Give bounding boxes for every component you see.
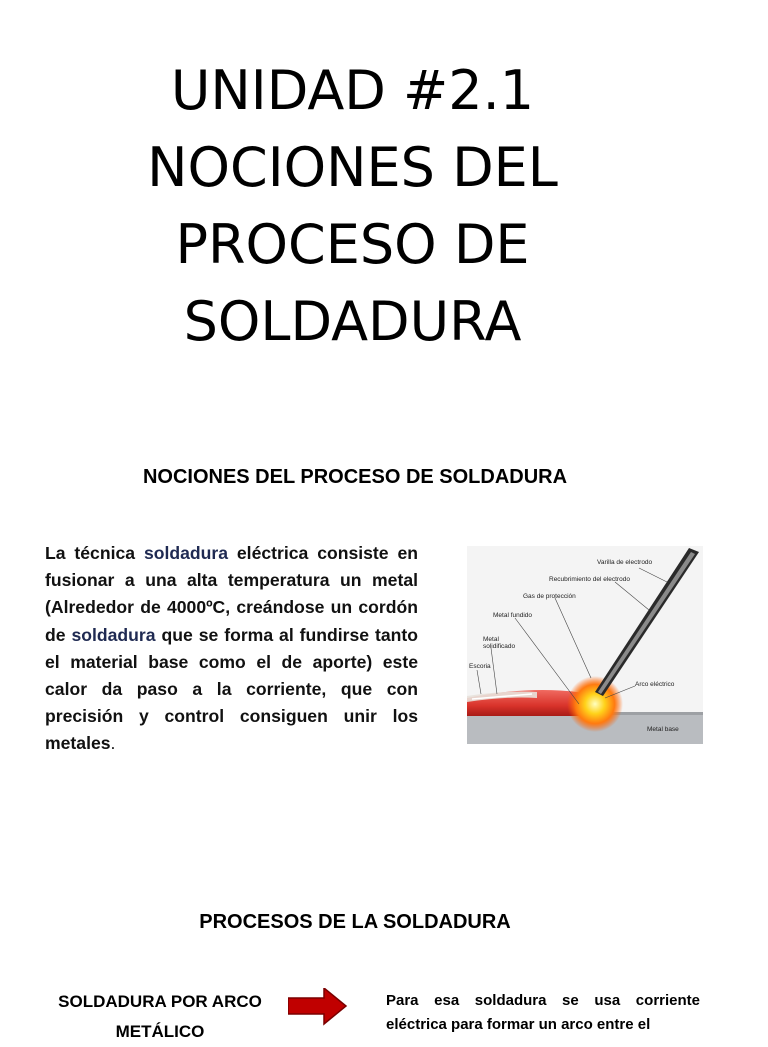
- page-title: [100, 52, 605, 360]
- welding-diagram: [467, 546, 703, 744]
- section-heading-nociones: NOCIONES DEL PROCESO DE SOLDADURA: [142, 466, 568, 488]
- title-line-2: NOCIONES DEL: [147, 136, 558, 199]
- process-name: SOLDADURA POR ARCO METÁLICO: [58, 992, 262, 1041]
- paragraph-text-1: La técnica: [45, 543, 144, 563]
- label-fundido: Metal fundido: [493, 612, 533, 619]
- paragraph-text-3: que se forma al fundirse tanto el material base como el de aporte) este calor da paso a la corriente, que con precisión y control consiguen unir los metales: [45, 624, 419, 754]
- paragraph-text-2: eléctrica consiste en fusionar a una alta temperatura un metal (Alrededor de 4000ºC, creándose un cordón de: [45, 543, 418, 645]
- section-heading-procesos: PROCESOS DE LA SOLDADURA: [199, 911, 511, 933]
- arc-glow: [567, 676, 623, 732]
- keyword-soldadura-1[interactable]: soldadura: [143, 543, 229, 563]
- process-description: Para esa soldadura se usa corriente eléctrica para formar un arco entre el: [386, 992, 700, 1033]
- arrow-right-icon: [288, 988, 348, 1028]
- label-base: Metal base: [647, 726, 679, 733]
- keyword-soldadura-2[interactable]: soldadura: [71, 624, 156, 645]
- title-line-3: PROCESO DE: [175, 213, 530, 276]
- label-varilla: Varilla de electrodo: [597, 559, 653, 566]
- label-escoria: Escoria: [469, 663, 491, 670]
- label-solidificado-2: solidificado: [483, 643, 516, 650]
- intro-paragraph: [45, 540, 418, 758]
- label-recubrimiento: Recubrimiento del electrodo: [549, 576, 630, 583]
- title-line-4: SOLDADURA: [183, 290, 522, 353]
- label-solidificado-1: Metal: [483, 636, 499, 643]
- label-gas: Gas de protección: [523, 593, 576, 600]
- label-arco: Arco eléctrico: [635, 681, 675, 688]
- paragraph-end: .: [110, 733, 116, 754]
- title-line-1: UNIDAD #2.1: [170, 59, 535, 122]
